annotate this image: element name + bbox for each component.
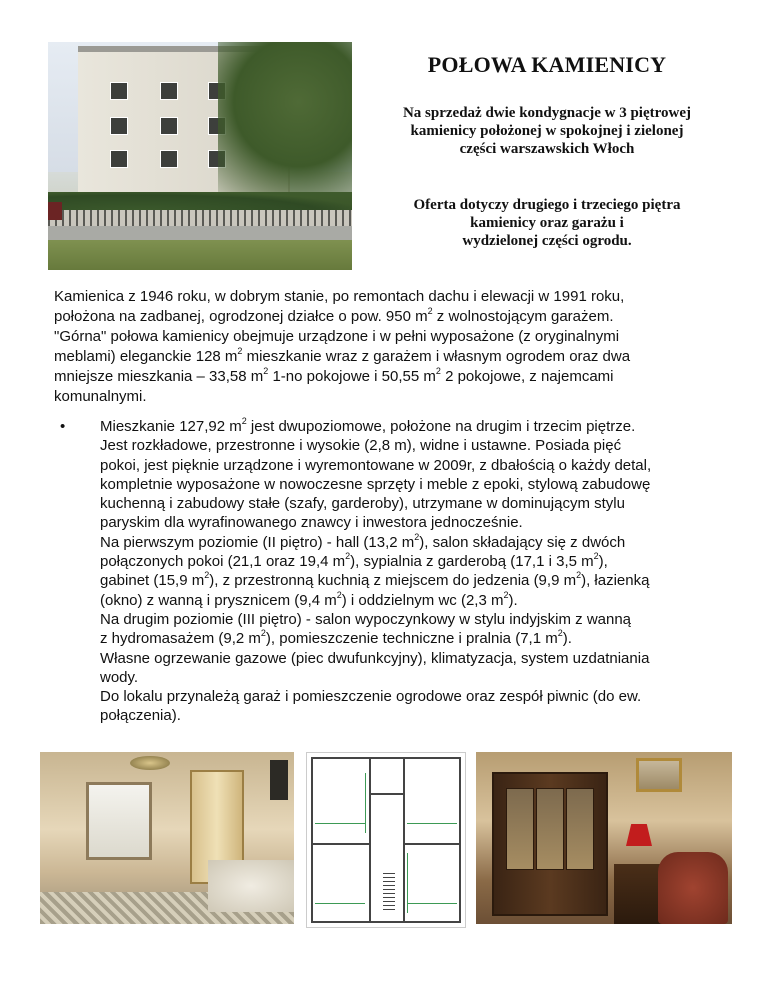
living-room-photo <box>40 752 294 924</box>
bullet-symbol: • <box>60 418 66 435</box>
floor-plan-image <box>306 752 466 928</box>
page-title: POŁOWA KAMIENICY <box>427 52 667 77</box>
intro-paragraph: Kamienica z 1946 roku, w dobrym stanie, po remontach dachu i elewacji w 1991 roku, położona na zadbanej, ogrodzonej działce o pow. 950 $m^2$ z wolnostojącym garażem. "Górna" połowa kamienicy obejmuje urządzone i w pełni wyposażone (z oryginalnymi meblami) eleganckie 128 $m^2$ mieszkanie wraz z garażem i własnym ogrodem oraz dwa mniejsze mieszkania – 33,58 $m^2$ 1-no pokojowe i 50,55 $m^2$ 2 pokojowe, z najemcami komunalnymi. <box>54 288 631 405</box>
study-room-photo <box>476 752 732 924</box>
building-photo <box>48 42 352 270</box>
bullet-text: Mieszkanie 127,92 $m^2$ jest dwupoziomowe, położone na drugim i trzecim piętrze. Jest rozkładowe, przestronne i wysokie (2,8 m), widne i ustawne. Posiada pięć pokoi, jest pięknie urządzone i wyremontowane w 2009r, z dbałością o każdy detal, kompletnie wyposażone w nowoczesne sprzęty i meble z epoki, stylową zabudowę kuchenną i zabudowy stałe (szafy, garderoby), utrzymane w dominującym stylu paryskim dla wyrafinowanego znawcy i inwestora jednocześnie. Na pierwszym poziomie (II piętro) - hall (13,2 $m^2$), salon składający się z dwóch połączonych pokoi (21,1 oraz 19,4 $m^2$), sypialnia z garderobą (17,1 i 3,5 $m^2$), gabinet (15,9 $m^2$), z przestronną kuchnią z miejscem do jedzenia (9,9 $m^2$), łazienką (okno) z wanną i prysznicem (9,4 $m^2$) i oddzielnym wc (2,3 $m^2$). Na drugim poziomie (III piętro) - salon wypoczynkowy w stylu indyjskim z wanną z hydromasażem (9,2 $m^2$), pomieszczenie techniczne i pralnia (7,1 $m^2$). Własne ogrzewanie gazowe (piec dwufunkcyjny), klimatyzacja, system uzdatniania wody. Do lokalu przynależą garaż i pomieszczenie ogrodowe oraz zespół piwnic (do ew. połączenia). <box>100 416 652 725</box>
lead-paragraph-1: Na sprzedaż dwie kondygnacje w 3 piętrowej kamienicy położonej w spokojnej i zielonej części warszawskich Włoch <box>402 105 692 157</box>
lead-paragraph-2: Oferta dotyczy drugiego i trzeciego piętra kamienicy oraz garażu i wydzielonej części ogrodu. <box>413 197 681 249</box>
